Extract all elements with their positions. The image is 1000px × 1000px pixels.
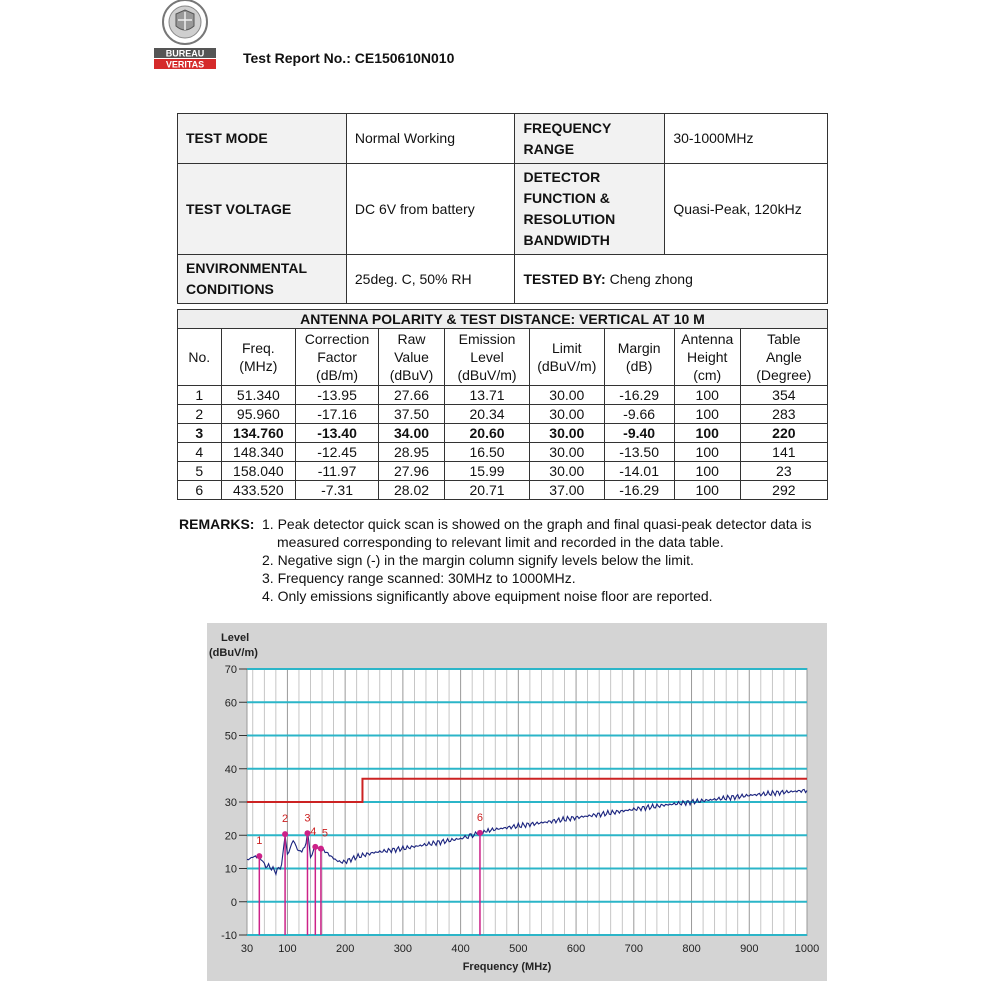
- y-tick-label: 10: [224, 863, 237, 876]
- remark-item: 2. Negative sign (-) in the margin column signify levels below the limit.: [262, 552, 694, 568]
- table-cell: 34.00: [379, 424, 445, 443]
- remark-item: 4. Only emissions significantly above equipment noise floor are reported.: [262, 588, 713, 604]
- table-cell: 13.71: [444, 386, 529, 405]
- x-axis-label: Frequency (MHz): [462, 961, 552, 973]
- table-cell: 28.95: [379, 443, 445, 462]
- tested-by-value: Cheng zhong: [609, 270, 693, 287]
- table-row: [178, 405, 828, 424]
- marker-label: 4: [310, 825, 317, 838]
- table-cell: 27.66: [379, 386, 445, 405]
- marker-point: [477, 830, 483, 836]
- marker-label: 5: [321, 827, 328, 840]
- y-tick-label: 0: [230, 896, 237, 909]
- table-cell: 23: [740, 462, 827, 481]
- marker-label: 2: [282, 813, 289, 826]
- remark-item: measured corresponding to relevant limit and recorded in the data table.: [277, 534, 724, 550]
- table-cell: 100: [674, 405, 740, 424]
- table-cell: 30.00: [530, 462, 604, 481]
- emission-data-table: [177, 309, 828, 500]
- y-tick-label: 50: [224, 730, 237, 743]
- column-header: Freq. (MHz): [221, 329, 295, 386]
- test-mode-value: Normal Working: [346, 114, 515, 164]
- table-cell: 20.60: [444, 424, 529, 443]
- table-cell: 20.34: [444, 405, 529, 424]
- table-cell: 95.960: [221, 405, 295, 424]
- table-cell: 28.02: [379, 481, 445, 500]
- table-cell: 100: [674, 462, 740, 481]
- table-row: [178, 424, 828, 443]
- x-tick-label: 300: [393, 943, 413, 955]
- y-tick-label: 40: [224, 763, 237, 776]
- column-header: Limit (dBuV/m): [530, 329, 604, 386]
- table-cell: -13.50: [604, 443, 674, 462]
- column-header: Table Angle (Degree): [740, 329, 827, 386]
- frequency-range-value: 30-1000MHz: [665, 114, 828, 164]
- table-cell: -9.40: [604, 424, 674, 443]
- table-cell: 1: [178, 386, 222, 405]
- table-cell: 37.50: [379, 405, 445, 424]
- table-cell: 30.00: [530, 386, 604, 405]
- x-tick-label: 30: [240, 943, 254, 955]
- table-cell: 134.760: [221, 424, 295, 443]
- table-cell: 15.99: [444, 462, 529, 481]
- table-cell: -16.29: [604, 481, 674, 500]
- bureau-veritas-logo: [152, 0, 218, 72]
- table-cell: 148.340: [221, 443, 295, 462]
- test-mode-label: TEST MODE: [178, 114, 347, 164]
- table-cell: 6: [178, 481, 222, 500]
- column-header: No.: [178, 329, 222, 386]
- table-cell: 5: [178, 462, 222, 481]
- logo-bureau-text: BUREAU: [165, 48, 205, 59]
- marker-point: [318, 846, 324, 852]
- x-tick-label: 600: [566, 943, 586, 955]
- test-voltage-label: TEST VOLTAGE: [178, 164, 347, 255]
- environmental-value: 25deg. C, 50% RH: [346, 255, 515, 304]
- marker-point: [282, 831, 288, 837]
- y-tick-label: 30: [224, 797, 237, 809]
- x-tick-label: 400: [451, 943, 470, 955]
- marker-point: [256, 853, 262, 859]
- remark-item: 1. Peak detector quick scan is showed on the graph and final quasi-peak detector data is: [262, 516, 812, 532]
- x-tick-label: 700: [624, 943, 643, 955]
- emission-chart: [207, 623, 827, 981]
- test-voltage-value: DC 6V from battery: [346, 164, 515, 255]
- y-tick-label: 60: [224, 697, 237, 710]
- data-table-title: ANTENNA POLARITY & TEST DISTANCE: VERTICAL AT 10 M: [178, 310, 828, 329]
- table-cell: -14.01: [604, 462, 674, 481]
- table-row: [178, 386, 828, 405]
- table-cell: 100: [674, 443, 740, 462]
- marker-label: 3: [304, 812, 311, 825]
- y-axis-label: Level: [221, 632, 250, 644]
- table-cell: -12.45: [296, 443, 379, 462]
- column-header: Margin (dB): [604, 329, 674, 386]
- table-cell: 100: [674, 424, 740, 443]
- logo-veritas-text: VERITAS: [165, 59, 205, 70]
- table-row: [178, 443, 828, 462]
- table-cell: 158.040: [221, 462, 295, 481]
- marker-point: [312, 844, 318, 850]
- table-cell: -13.95: [296, 386, 379, 405]
- tested-by-label: TESTED BY:: [523, 270, 606, 287]
- detector-value: Quasi-Peak, 120kHz: [665, 164, 828, 255]
- detector-label: DETECTOR FUNCTION & RESOLUTION BANDWIDTH: [515, 164, 665, 255]
- table-cell: 20.71: [444, 481, 529, 500]
- report-number: Test Report No.: CE150610N010: [243, 50, 455, 66]
- x-tick-label: 100: [278, 943, 297, 955]
- frequency-range-label: FREQUENCY RANGE: [515, 114, 665, 164]
- table-cell: 354: [740, 386, 827, 405]
- x-tick-label: 800: [682, 943, 701, 955]
- table-cell: 220: [740, 424, 827, 443]
- table-row: [178, 481, 828, 500]
- table-row: [178, 462, 828, 481]
- table-cell: 2: [178, 405, 222, 424]
- table-cell: 292: [740, 481, 827, 500]
- test-info-table: [177, 113, 828, 304]
- table-cell: -9.66: [604, 405, 674, 424]
- y-axis-unit-label: (dBuV/m): [209, 647, 258, 659]
- table-cell: -11.97: [296, 462, 379, 481]
- remark-item: 3. Frequency range scanned: 30MHz to 1000MHz.: [262, 570, 576, 586]
- x-tick-label: 900: [740, 943, 759, 955]
- table-cell: 100: [674, 386, 740, 405]
- table-cell: 4: [178, 443, 222, 462]
- marker-label: 6: [476, 811, 484, 824]
- x-tick-label: 1000: [794, 943, 820, 955]
- column-header: Emission Level (dBuV/m): [444, 329, 529, 386]
- column-header: Correction Factor (dB/m): [296, 329, 379, 386]
- table-cell: -17.16: [296, 405, 379, 424]
- table-cell: 283: [740, 405, 827, 424]
- table-cell: -7.31: [296, 481, 379, 500]
- table-cell: 51.340: [221, 386, 295, 405]
- column-header: Antenna Height (cm): [674, 329, 740, 386]
- marker-label: 1: [256, 835, 263, 848]
- table-cell: 37.00: [530, 481, 604, 500]
- x-tick-label: 200: [335, 943, 355, 955]
- x-tick-label: 500: [509, 943, 528, 955]
- table-cell: 16.50: [444, 443, 529, 462]
- table-cell: 27.96: [379, 462, 445, 481]
- y-tick-label: -10: [221, 930, 237, 942]
- y-tick-label: 70: [224, 664, 237, 676]
- remarks-label: REMARKS:: [179, 516, 255, 532]
- environmental-label: ENVIRONMENTAL CONDITIONS: [178, 255, 347, 304]
- table-cell: -13.40: [296, 424, 379, 443]
- table-cell: 141: [740, 443, 827, 462]
- table-cell: 30.00: [530, 424, 604, 443]
- table-cell: -16.29: [604, 386, 674, 405]
- table-cell: 100: [674, 481, 740, 500]
- table-cell: 3: [178, 424, 222, 443]
- column-header: Raw Value (dBuV): [379, 329, 445, 386]
- chart-svg: [207, 623, 827, 981]
- tested-by-cell: [515, 255, 828, 304]
- y-tick-label: 20: [224, 830, 237, 843]
- table-cell: 30.00: [530, 443, 604, 462]
- table-cell: 433.520: [221, 481, 295, 500]
- table-cell: 30.00: [530, 405, 604, 424]
